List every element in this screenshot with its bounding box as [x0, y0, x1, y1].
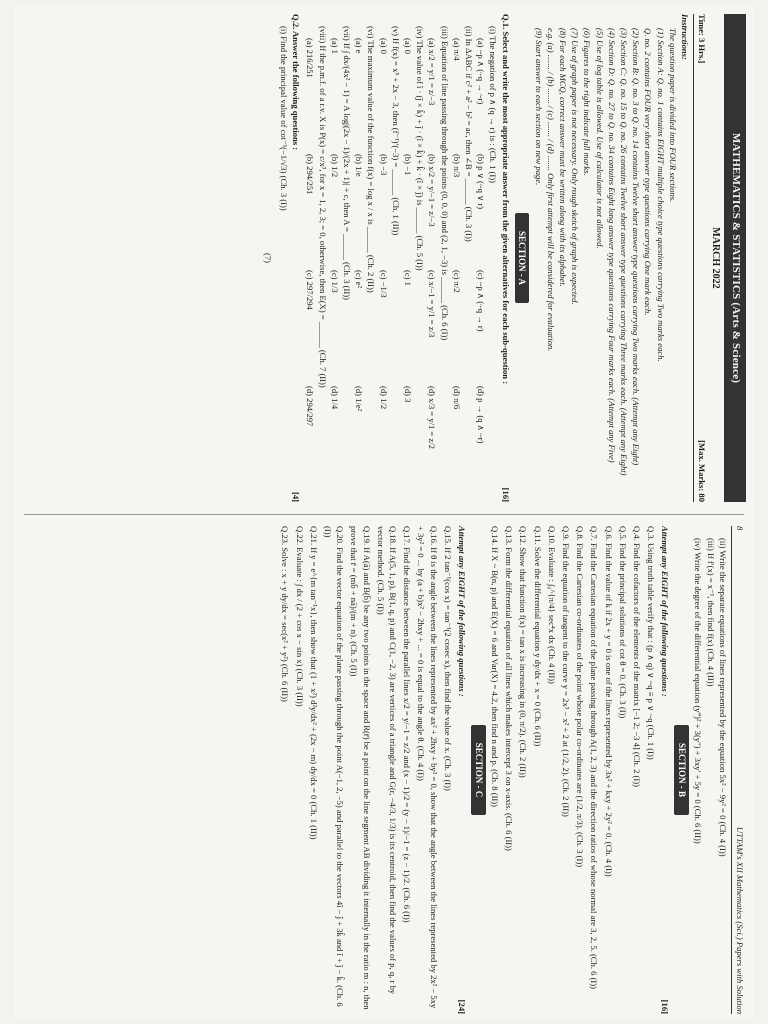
- q1-sub-ii: [463, 14, 475, 502]
- question-9: [560, 526, 572, 1014]
- question-text: Q.15. If 2 tan⁻¹(cos x) = tan⁻¹(2 cosec x), then find the value of x.: [442, 526, 453, 754]
- question-text: Q.5. Find the principal solutions of cot θ = 0.: [617, 526, 628, 682]
- chapter-tag: (Ch. 4 (I)): [717, 821, 728, 857]
- option: (d) p → (q ∧ ~r): [476, 386, 487, 444]
- option: (b) 294/251: [305, 154, 316, 195]
- question-19: [348, 526, 372, 1014]
- chapter-tag: (Ch. 1 (I)): [646, 724, 657, 760]
- instruction-item: Q. no. 2 contains FOUR very short answer type questions carrying One mark each.: [643, 28, 654, 316]
- q2-sub-iv: [692, 526, 704, 1014]
- option: (d) 1/e²: [354, 386, 365, 412]
- chapter-tag: (Ch. 6 (II)): [504, 812, 515, 851]
- option: (a) π/4: [451, 38, 462, 61]
- question-text: Q.21. If y = e^{m tan⁻¹x}, then show that (1 + x²) d²y/dx² + (2x − m) dy/dx = 0: [308, 526, 319, 800]
- q1-sub-vii-options: [329, 14, 341, 502]
- sub-question-text: (v) If f(x) = x⁵ + 2x − 3, then (f⁻¹)′(−3) = ______: [390, 26, 401, 196]
- option: (c) π/2: [451, 270, 462, 293]
- question-11: [531, 526, 543, 1014]
- sub-question-text: (viii) If the p.m.f. of a r.v. X is P(x) = c/x³, for x = 1, 2, 3; = 0, otherwise, then E(X) = ______: [317, 26, 328, 348]
- chapter-tag: (Ch. 6 (II)): [532, 708, 543, 747]
- question-text: Q.12. Show that function f(x) = tan x is increasing in (0, π/2).: [518, 526, 529, 738]
- question-7: [588, 526, 600, 1014]
- instruction-item: (1) Section A: Q. no. 1 contains EIGHT multiple choice type questions carrying Two marks each.: [655, 28, 666, 362]
- chapter-tag: (Ch. 4 (I)): [416, 745, 427, 781]
- q2-sub-i: [278, 14, 290, 502]
- q2-sub-ii: [717, 526, 729, 1014]
- q2-marks: [4]: [291, 491, 302, 502]
- section-b-note: Attempt any EIGHT of the following questions :: [660, 526, 671, 697]
- option: (d) 1/2: [378, 386, 389, 410]
- chapter-tag: (Ch. 2 (II)): [518, 739, 529, 778]
- question-10: [546, 526, 558, 1014]
- page-number-left: (7): [262, 252, 273, 264]
- question-23: [279, 526, 291, 1014]
- instructions: [532, 14, 691, 502]
- option: (d) 1/4: [329, 386, 340, 410]
- instruction-item: (7) Use of graph paper is not necessary. Only rough sketch of graph is expected.: [570, 28, 581, 305]
- question-21: [308, 526, 320, 1014]
- option: (c) 297/294: [305, 270, 316, 310]
- chapter-tag: (Ch. 3 (I)): [278, 175, 289, 211]
- chapter-tag: (Ch. 4 (I)): [603, 841, 614, 877]
- time-marks-row: [696, 14, 708, 502]
- time-allowed: Time: 3 Hrs.]: [697, 14, 708, 64]
- instruction-item: (4) Section D: Q. no. 27 to Q. no. 34 contains Eight long answer type questions carrying Four marks each. (Attempt any Five): [606, 28, 617, 463]
- question-5: [617, 526, 629, 1014]
- question-text: Q.16. If θ is the angle between the lines represented by ax² + 2hxy + by² = 0, show that the angle between the lines represented by 2x² − 5xy + 3y² = 0 ... by (a + b)x² − 2hxy + ... = 0 is equal to the angle θ.: [416, 526, 439, 1009]
- question-text: Q.23. Solve : x + y dy/dx = sec(x² + y²): [280, 526, 291, 662]
- page-number-right: 8: [735, 526, 745, 531]
- chapter-tag: (Ch. 5 (I)): [349, 641, 360, 677]
- q1-sub-iv: [414, 14, 426, 502]
- option: (b) π/3: [451, 154, 462, 178]
- option: (d) π/6: [451, 386, 462, 410]
- option: (c) 1: [402, 270, 413, 286]
- section-c-note-row: [456, 526, 468, 1014]
- question-text: Q.3. Using truth table verify that : (p ∧ q) ∨ ~q ≡ p ∨ ~q: [646, 526, 657, 723]
- chapter-tag: (Ch. 3 (I)): [617, 683, 628, 719]
- option: (d) 3: [402, 386, 413, 403]
- sub-question-text: (iv) The value of î · (ĵ × k̂) + ĵ · (î × k̂) + k̂ · (î × ĵ) is ______: [415, 26, 426, 234]
- chapter-tag: (Ch. 6 (I)): [402, 887, 413, 923]
- q1-sub-vi: [365, 14, 377, 502]
- q1-sub-viii: [316, 14, 328, 502]
- paper-title: MATHEMATICS & STATISTICS (Arts & Science): [724, 14, 746, 502]
- q1-text: Q.1. Select and write the most appropriate answer from the given alternatives for each sub-question :: [500, 14, 511, 385]
- option: (c) x/−1 = y/1 = z/3: [427, 270, 438, 338]
- question-12: [517, 526, 529, 1014]
- instruction-item: (8) For each MCQ, correct answer must be written along with its alphabet.: [557, 28, 568, 287]
- question-text: Q.9. Find the equation of tangent to the curve y = 2x³ − x² + 2 at (1/2, 2).: [561, 526, 571, 777]
- divider: [731, 526, 732, 1014]
- left-column: [20, 14, 746, 502]
- q1-sub-vi-options: [353, 14, 365, 502]
- option: (a) 0: [378, 38, 389, 54]
- option: (d) 294/297: [305, 386, 316, 427]
- sub-question-text: (i) The negation of p ∧ (q → r) is :: [488, 26, 499, 146]
- instruction-item: (6) Figures to the right indicate full marks.: [582, 28, 593, 176]
- option: (b) 1/2: [329, 154, 340, 178]
- question-text: Q.4. Find the cofactors of the elements of the matrix [−1 2; −3 4]: [632, 526, 643, 750]
- chapter-tag: (Ch. 6 (I)): [322, 526, 346, 1007]
- chapter-tag: (Ch. 4 (II)): [705, 648, 716, 687]
- sub-question-text: (iii) Equation of line passing through the points (0, 0, 0) and (2, 1, −3) is ______: [439, 26, 450, 303]
- question-text: Q.11. Solve the differential equation y dy/dx + x = 0: [532, 526, 543, 707]
- running-head: [734, 526, 746, 1014]
- q1-sub-iv-options: [402, 14, 414, 502]
- divider: [693, 14, 694, 502]
- instruction-item: e.g. (a) ....... / (b) ....... / (c) ....... / (d) ....... Only first attempt will be considered for evaluation.: [545, 28, 556, 352]
- option: (a) 1: [329, 38, 340, 54]
- chapter-tag: (Ch. 7 (II)): [317, 349, 328, 388]
- chapter-tag: (Ch. 8 (II)): [489, 769, 500, 808]
- question-3: [645, 526, 657, 1014]
- instruction-item: (5) Use of log table is allowed. Use of calculator is not allowed.: [594, 28, 605, 249]
- chapter-tag: (Ch. 3 (I)): [575, 832, 586, 868]
- question-text: Q.22. Evaluate : ∫ dx / (2 + cos x − sin x): [294, 526, 305, 667]
- chapter-tag: (Ch. 2 (I)): [632, 751, 643, 788]
- column-divider: [24, 514, 744, 515]
- chapter-tag: (Ch. 1 (II)): [308, 801, 319, 840]
- option: (d) x/3 = y/1 = z/2: [427, 386, 438, 449]
- chapter-tag: (Ch. 6 (I)): [439, 305, 450, 341]
- section-c-label: SECTION - C: [471, 725, 486, 815]
- option: (c) 1/3: [329, 270, 340, 293]
- instruction-item: The question paper is divided into FOUR sections.: [667, 28, 678, 203]
- option: (a) 0: [402, 38, 413, 54]
- chapter-tag: (Ch. 4 (II)): [546, 645, 557, 684]
- instructions-label: Instructions:: [680, 14, 690, 60]
- question-13: [503, 526, 515, 1014]
- option: (a) 216/251: [305, 38, 316, 78]
- question-4: [631, 526, 643, 1014]
- option: (b) p ∨ (~q ∨ r): [476, 154, 487, 210]
- question-text: Q.20. Find the vector equation of the plane passing through the point A(−1, 2, −5) and parallel to the vectors 4î − ĵ + 3k̂ and î + ĵ − k̂.: [335, 526, 346, 984]
- q1-sub-iii: [438, 14, 450, 502]
- question-text: Q.6. Find the value of k if 2x + y = 0 is one of the lines represented by 3x² + kxy + 2y² = 0.: [603, 526, 614, 840]
- question-22: [293, 526, 305, 1014]
- chapter-tag: (Ch. 3 (I)): [463, 206, 474, 242]
- q1-sub-v-options: [377, 14, 389, 502]
- question-20: [322, 526, 346, 1014]
- chapter-tag: (Ch. 6 (II)): [693, 805, 704, 844]
- instruction-item: (9) Start answer to each section on new page.: [533, 28, 544, 186]
- question-8: [574, 526, 586, 1014]
- question-text: Q.18. If A(5, 1, p), B(1, q, p) and C(1, −2, 3) are vertices of a triangle and G(r, −4/3, 1/3) is its centroid, then find the values of p, q, r by vector method.: [375, 526, 398, 995]
- q1-sub-viii-options: [304, 14, 316, 502]
- section-c-note: Attempt any EIGHT of the following questions :: [457, 526, 468, 697]
- question-1: [499, 14, 511, 502]
- question-6: [602, 526, 614, 1014]
- chapter-tag: (Ch. 5 (I)): [375, 579, 386, 615]
- option: (b) 1/e: [354, 154, 365, 177]
- exam-page-rotated: [14, 4, 754, 1020]
- chapter-tag: (Ch. 5 (I)): [415, 235, 426, 271]
- instruction-item: (2) Section B: Q. no. 3 to Q. no. 14 contains Twelve short answer type questions carrying Two marks each. (Attempt any Eight): [631, 28, 642, 466]
- q2-sub-iii: [704, 526, 716, 1014]
- paper-date: MARCH 2022: [710, 227, 722, 289]
- sub-question-text: (iii) If f′(x) = x⁻¹, then find f(x): [705, 538, 716, 647]
- question-2: [290, 14, 302, 502]
- section-a-label: SECTION - A: [515, 213, 530, 303]
- q2-text: Q.2. Answer the following questions :: [291, 14, 302, 151]
- q1-sub-v: [390, 14, 402, 502]
- option: (a) ~p ∧ (~q → ~r): [476, 38, 487, 105]
- chapter-tag: (Ch. 6 (I)): [589, 953, 600, 990]
- instruction-item: (3) Section C: Q. no. 15 to Q. no. 26 contains Twelve short answer type questions carrying Three marks each. (Attempt any Eight): [618, 28, 629, 476]
- question-text: Q.13. Form the differential equation of all lines which makes intercept 3 on x-axis.: [504, 526, 515, 811]
- sub-question-text: (vii) If ∫ dx/(4x² − 1) = A log|(2x − 1)/(2x + 1)| + c, then A = ______: [341, 26, 352, 260]
- option: (a) e: [354, 38, 365, 54]
- option: (b) x/2 = y/−1 = z/−3: [427, 154, 438, 227]
- sub-question-text: (i) Find the principal value of cot⁻¹(−1/√3): [278, 26, 289, 174]
- chapter-tag: (Ch. 1 (I)): [488, 147, 499, 183]
- right-column: [20, 526, 746, 1014]
- question-text: Q.7. Find the Cartesian equation of the plane passing through A(1, 2, 3) and the direction ratios of whose normal are 3, 2, 5.: [589, 526, 600, 952]
- sub-question-text: (ii) Write the separate equations of lines represented by the equation 5x² − 9y² = 0: [717, 538, 728, 820]
- option: (c) ~p ∧ (~q → r): [476, 270, 487, 332]
- section-c-marks: [24]: [457, 999, 468, 1014]
- chapter-tag: (Ch. 3 (I)): [442, 755, 453, 791]
- section-b-label: SECTION - B: [674, 725, 689, 815]
- section-b-marks: [16]: [660, 999, 671, 1014]
- option: (b) −3: [378, 154, 389, 176]
- instruction-list: [532, 14, 678, 502]
- q1-sub-ii-options: [451, 14, 463, 502]
- question-text: Q.17. Find the distance between the parallel lines x/2 = y/−1 = z/2 and (x − 1)/2 = (y − 1)/−1 = (z − 1)/2.: [402, 526, 413, 886]
- question-14: [489, 526, 501, 1014]
- q1-sub-vii: [341, 14, 353, 502]
- option: (a) x/2 = y/1 = z/−3: [427, 38, 438, 106]
- option: (c) −1/3: [378, 270, 389, 298]
- question-15: [442, 526, 454, 1014]
- question-17: [401, 526, 413, 1014]
- running-title: UTTAM's XII Mathematics (Sci.) Papers with Solution: [735, 826, 745, 1014]
- chapter-tag: (Ch. 3 (II)): [341, 262, 352, 300]
- question-18: [375, 526, 399, 1014]
- question-16: [415, 526, 439, 1014]
- section-b-note-row: [659, 526, 671, 1014]
- chapter-tag: (Ch. 6 (II)): [280, 663, 291, 702]
- q1-marks: [16]: [500, 487, 511, 502]
- question-text: Q.10. Evaluate : ∫₀^{π/4} sec⁴x dx: [546, 526, 557, 644]
- sub-question-text: (vi) The maximum value of the function f(x) = log x / x is ______: [366, 26, 377, 253]
- sub-question-text: (ii) In ΔABC if c² + a² − b² = ac, then ∠B = ______: [463, 26, 474, 205]
- question-text: Q.14. If X ~ B(n, p) and E(X) = 6 and Var(X) = 4.2, then find n and p.: [489, 526, 500, 767]
- option: (b) −1: [402, 154, 413, 176]
- chapter-tag: (Ch. 2 (II)): [366, 254, 377, 293]
- option: (c) e²: [354, 270, 365, 289]
- q1-sub-iii-options: [426, 14, 438, 502]
- chapter-tag: (Ch. 3 (II)): [294, 668, 305, 707]
- question-text: Q.19. If A(ā) and B(b̄) be any two points in the space and R(r̄) be a point on the line segment AB dividing it internally in the ratio m : n, then prove that r̄ = (mb̄ + nā)/(m + n).: [349, 526, 372, 1010]
- q1-sub-i-options: [475, 14, 487, 502]
- chapter-tag: (Ch. 2 (II)): [561, 778, 571, 817]
- sub-question-text: (iv) Write the degree of the differential equation (y‴)² + 3(y″) + 3xy′ + 5y = 0: [693, 538, 704, 804]
- q1-sub-i: [487, 14, 499, 502]
- max-marks: [Max. Marks: 80: [697, 440, 708, 502]
- question-text: Q.8. Find the Cartesian co-ordinates of the point whose polar co-ordinates are (1/2, π/3).: [575, 526, 586, 830]
- chapter-tag: (Ch. 1 (II)): [390, 197, 401, 236]
